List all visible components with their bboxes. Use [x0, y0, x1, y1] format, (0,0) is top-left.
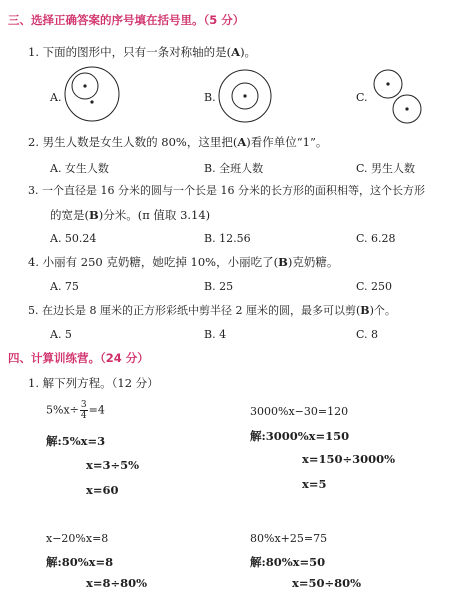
q2-option-c: C. 男生人数: [356, 162, 416, 175]
equation-a-step-3: x=60: [86, 483, 119, 497]
question-1: [28, 44, 256, 60]
question-1-text-end: )。: [240, 45, 257, 59]
q4-option-b: B. 25: [204, 280, 234, 293]
question-3-text-end: )分米。(π 值取 3.14): [98, 208, 211, 222]
equation-a-step-1: 解:5%x=3: [46, 434, 106, 448]
q5-option-b: B. 4: [204, 328, 227, 341]
question-3-text: 的宽是(: [50, 208, 89, 222]
question-2-text-end: )看作单位“1”。: [246, 135, 328, 149]
equation-c-step-2: x=8÷80%: [86, 576, 148, 590]
q1-option-b-figure: [218, 66, 288, 136]
fraction-denominator: 4: [80, 411, 87, 421]
q1-option-a-figure: [60, 66, 130, 136]
equation-a-rhs: =4: [88, 403, 105, 417]
question-1-answer: A: [231, 45, 241, 59]
equation-d-step-1: 解:80%x=50: [250, 555, 326, 569]
section-3-title: 三、选择正确答案的序号填在括号里。（5 分）: [8, 13, 245, 27]
q3-option-c: C. 6.28: [356, 232, 396, 245]
equation-b-step-2: x=150÷3000%: [302, 452, 396, 466]
equation-d-problem: 80%x+25=75: [250, 532, 328, 545]
question-4: [28, 254, 338, 270]
equation-a-problem: [46, 400, 105, 421]
question-4-text: 4. 小丽有 250 克奶糖，她吃掉 10%，小丽吃了(: [28, 255, 279, 269]
q4-option-a: A. 75: [50, 280, 79, 293]
question-3-line-2: [50, 207, 210, 223]
inner-center-dot: [83, 84, 86, 87]
question-5-text-end: )个。: [369, 304, 396, 317]
q2-option-a: A. 女生人数: [50, 162, 109, 175]
q3-option-b: B. 12.56: [204, 232, 251, 245]
q1-option-c-label: C.: [356, 91, 368, 104]
upper-center-dot: [386, 82, 389, 85]
question-2-answer: A: [237, 135, 247, 149]
q2-option-b: B. 全班人数: [204, 162, 264, 175]
outer-center-dot: [90, 100, 93, 103]
q3-option-a: A. 50.24: [50, 232, 97, 245]
question-5: [28, 302, 396, 318]
subsection-1-title: 1. 解下列方程。（12 分）: [28, 376, 159, 390]
question-2: [28, 134, 327, 150]
equation-b-step-1: 解:3000%x=150: [250, 429, 350, 443]
section-4-title: 四、计算训练营。（24 分）: [8, 351, 149, 365]
equation-a-lhs: 5%x÷: [46, 403, 79, 417]
q4-option-c: C. 250: [356, 280, 393, 293]
lower-center-dot: [405, 107, 408, 110]
question-3-line-1: 3. 一个直径是 16 分米的圆与一个长是 16 分米的长方形的面积相等，这个长方形: [28, 184, 425, 197]
fraction-numerator: 3: [80, 400, 87, 410]
equation-d-step-2: x=50÷80%: [292, 576, 362, 590]
q1-option-a-label: A.: [50, 91, 62, 104]
q1-option-b-label: B.: [204, 91, 216, 104]
question-5-answer: B: [360, 304, 370, 317]
equation-b-step-3: x=5: [302, 477, 327, 491]
equation-a-step-2: x=3÷5%: [86, 458, 140, 472]
equation-c-problem: x−20%x=8: [46, 532, 109, 545]
q5-option-c: C. 8: [356, 328, 379, 341]
question-4-text-end: )克奶糖。: [287, 255, 339, 269]
question-4-answer: B: [278, 255, 288, 269]
q5-option-a: A. 5: [50, 328, 72, 341]
center-dot: [243, 94, 246, 97]
question-2-text: 2. 男生人数是女生人数的 80%，这里把(: [28, 135, 238, 149]
fraction: [80, 400, 88, 421]
equation-c-step-1: 解:80%x=8: [46, 555, 114, 569]
q1-option-c-figure: [370, 64, 430, 134]
question-5-text: 5. 在边长是 8 厘米的正方形彩纸中剪半径 2 厘米的圆，最多可以剪(: [28, 304, 361, 317]
equation-b-problem: 3000%x−30=120: [250, 405, 349, 418]
question-1-text: 1. 下面的图形中，只有一条对称轴的是(: [28, 45, 232, 59]
question-3-answer: B: [89, 208, 99, 222]
